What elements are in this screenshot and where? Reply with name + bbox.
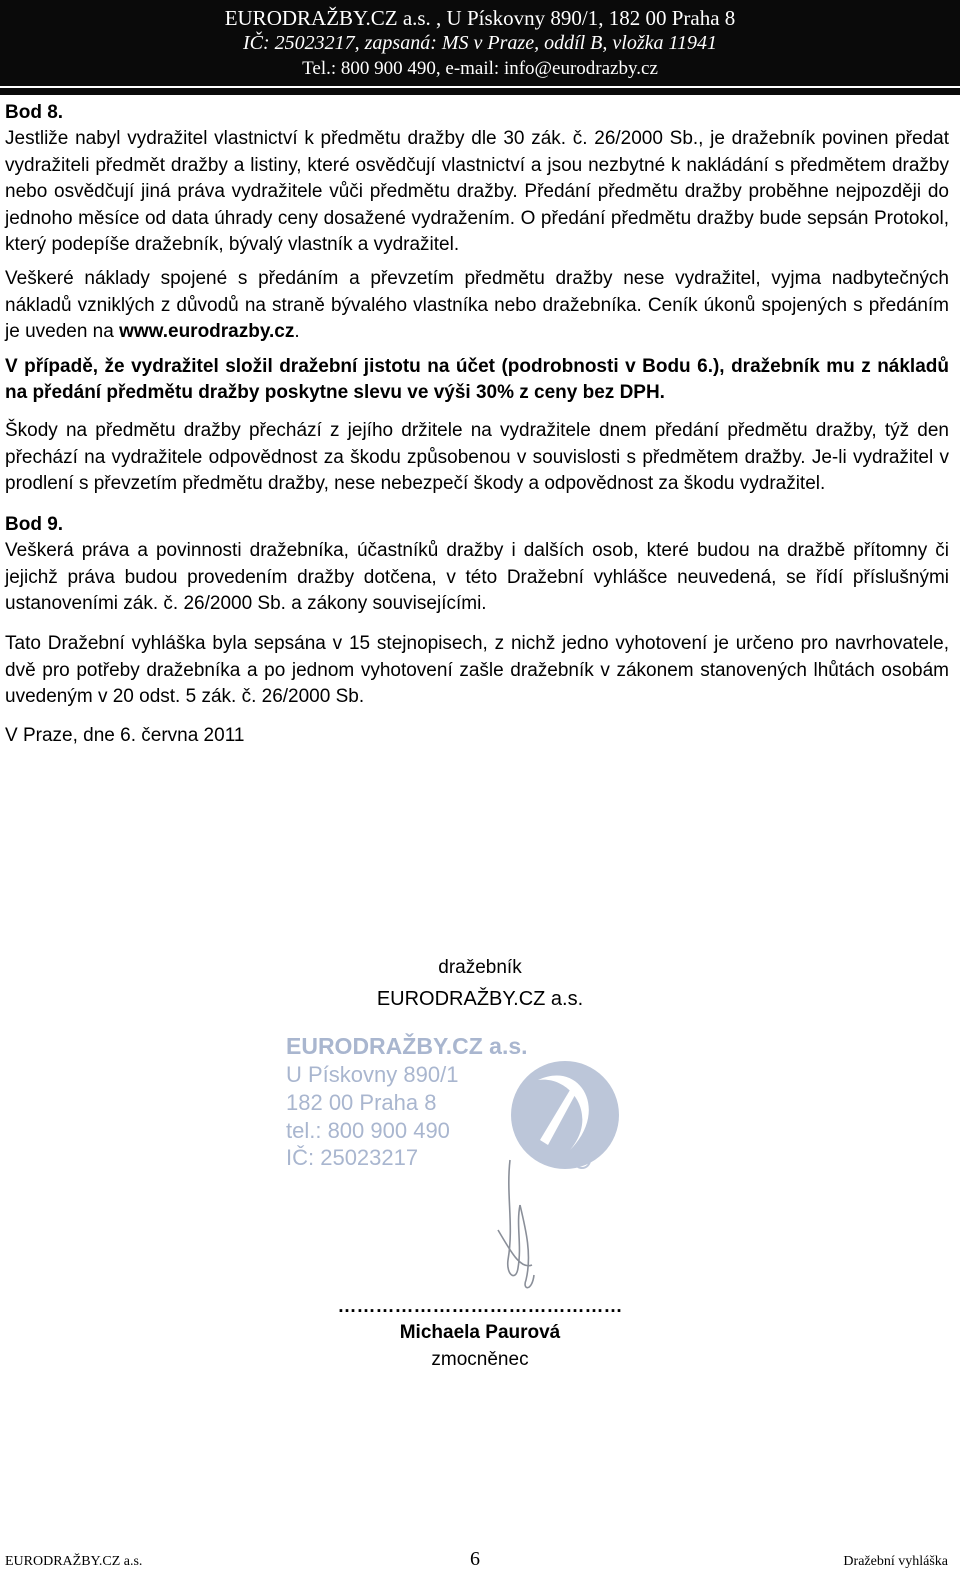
footer-document-title: Dražební vyhláška xyxy=(843,1554,948,1569)
stamp-line-3: 182 00 Praha 8 xyxy=(286,1090,437,1115)
signatory-name-text: Michaela Paurová xyxy=(399,1322,561,1343)
signatory-name xyxy=(0,1322,960,1344)
section-9-heading: Bod 9. xyxy=(5,513,64,535)
website-link[interactable]: www.eurodrazby.cz xyxy=(119,321,295,343)
section-8-paragraph-1: Jestliže nabyl vydražitel vlastnictví k předmětu dražby dle 30 zák. č. 26/2000 Sb., je dražebník povinen předat vydražiteli předmět dražby a listiny, které osvědčují vlastnictví a jsou nezbytné k nakládání s předmětem dražby nebo osvědčují jiná práva vydražitele vůči předmětu dražby. Předání předmětu dražby proběhne nejpozději do jednoho měsíce od data úhrady ceny dosažené vydražením. O předání předmětu dražby bude sepsán Protokol, který podepíše dražebník, bývalý vlastník a vydražitel. xyxy=(5,128,949,256)
company-stamp-and-signature xyxy=(270,1020,640,1310)
signature-company xyxy=(0,988,960,1011)
page-footer xyxy=(0,1548,960,1578)
document-body xyxy=(5,100,949,749)
letterhead xyxy=(0,0,960,95)
signature-role-text: dražebník xyxy=(438,957,522,978)
signatory-capacity xyxy=(0,1349,960,1371)
stamp-line-1: EURODRAŽBY.CZ a.s. xyxy=(286,1033,528,1059)
stamp-line-5: IČ: 25023217 xyxy=(286,1145,419,1170)
letterhead-contact: Tel.: 800 900 490, e-mail: info@eurodrazby.cz xyxy=(302,58,658,79)
section-9-paragraph-1: Veškerá práva a povinnosti dražebníka, účastníků dražby i dalších osob, které budou na dražbě přítomny či jejichž práva budou provedením dražby dotčena, v této Dražební vyhlášce neuvedená, se řídí příslušnými ustanoveními zák. č. 26/2000 Sb. a zákony souvisejícími. xyxy=(5,540,949,614)
section-8-paragraph-3: V případě, že vydražitel složil dražební jistotu na účet (podrobnosti v Bodu 6.), dražebník mu z nákladů na předání předmětu dražby poskytne slevu ve výši 30% z ceny bez DPH. xyxy=(5,355,949,404)
section-8-heading: Bod 8. xyxy=(5,102,64,123)
signatory-capacity-text: zmocněnec xyxy=(431,1349,529,1370)
signature-line: ……………………………………… xyxy=(337,1296,623,1317)
section-8-paragraph-2-text: Veškeré náklady spojené s předáním a převzetím předmětu dražby nese vydražitel, vyjma nadbytečných nákladů vzniklých z důvodů na straně bývalého vlastníka nebo dražebníka. Ceník úkonů spojených s předáním je uveden na xyxy=(5,268,949,343)
letterhead-registration: IČ: 25023217, zapsaná: MS v Praze, oddíl B, vložka 11941 xyxy=(242,32,718,54)
section-8-paragraph-2-end: . xyxy=(294,321,300,343)
signature-role xyxy=(0,957,960,979)
section-8-paragraph-2 xyxy=(5,266,949,345)
page-number: 6 xyxy=(470,1548,480,1570)
section-9-paragraph-2: Tato Dražební vyhláška byla sepsána v 15 stejnopisech, z nichž jedno vyhotovení je určeno pro navrhovatele, dvě pro potřeby dražebníka a po jednom vyhotovení zašle dražebník v zákonem stanovených lhůtách osobám uvedeným v 20 odst. 5 zák. č. 26/2000 Sb. xyxy=(5,633,949,708)
handwritten-signature xyxy=(498,1160,534,1288)
place-and-date: V Praze, dne 6. června 2011 xyxy=(5,724,245,746)
stamp-logo-icon xyxy=(511,1061,619,1169)
stamp-line-4: tel.: 800 900 490 xyxy=(286,1118,450,1143)
signature-company-text: EURODRAŽBY.CZ a.s. xyxy=(376,988,584,1010)
stamp-line-2: U Pískovny 890/1 xyxy=(286,1062,459,1087)
letterhead-rule xyxy=(0,86,960,88)
footer-company: EURODRAŽBY.CZ a.s. xyxy=(5,1554,143,1569)
signature-dots xyxy=(0,1296,960,1318)
section-8-paragraph-4: Škody na předmětu dražby přechází z jejího držitele na vydražitele dnem předání předmětu dražby, týž den přechází na vydražitele odpovědnost za škodu způsobenou v souvislosti s předmětem dražby. Je-li vydražitel v prodlení s převzetím předmětu dražby, nese nebezpečí škody a odpovědnost za škodu vydražitel. xyxy=(5,420,949,495)
letterhead-company-address: EURODRAŽBY.CZ a.s. , U Pískovny 890/1, 182 00 Praha 8 xyxy=(224,6,736,30)
